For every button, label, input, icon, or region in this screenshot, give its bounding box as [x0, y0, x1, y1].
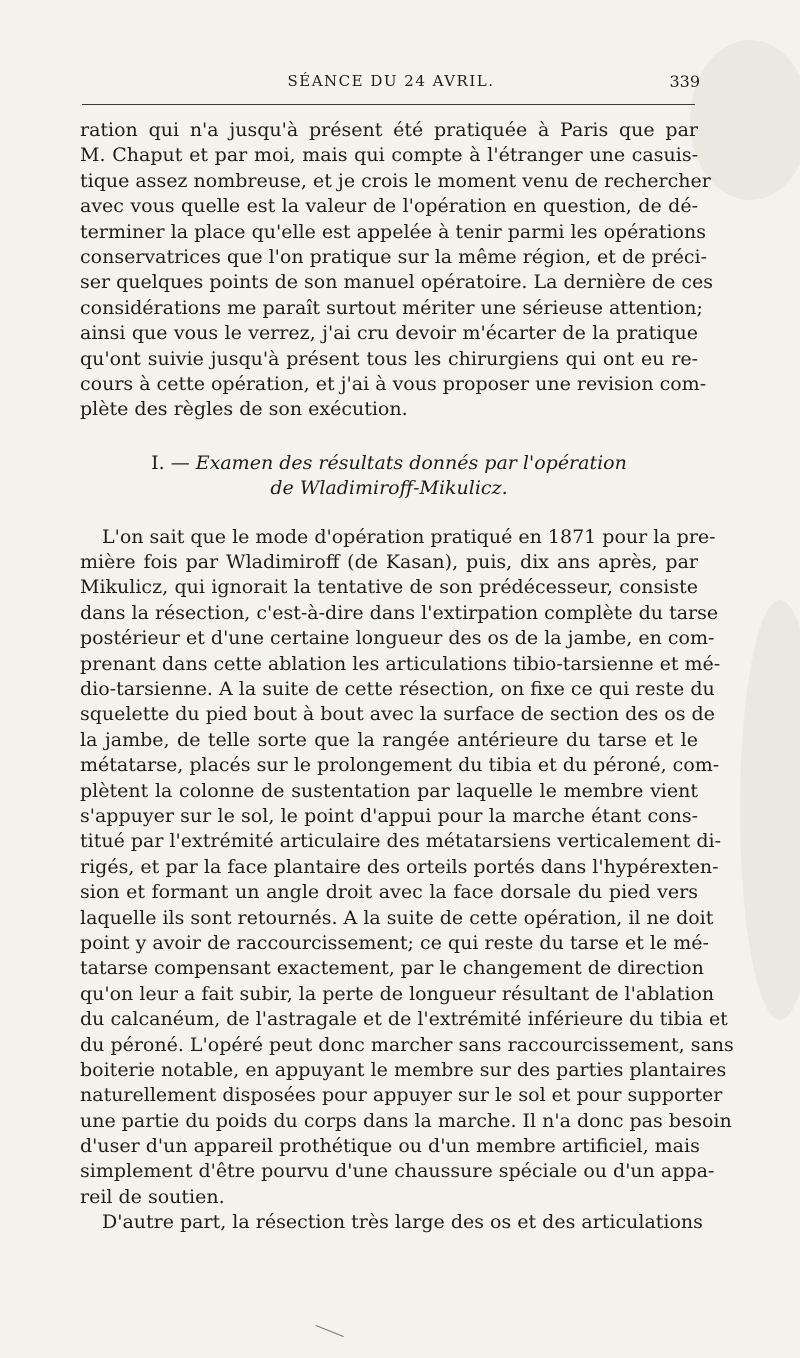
text-line: la jambe, de telle sorte que la rangée antérieure du tarse et le	[80, 728, 698, 751]
running-head-title: SÉANCE DU 24 AVRIL.	[287, 72, 495, 90]
section-title-line-2: de Wladimiroff-Mikulicz.	[270, 476, 508, 499]
header-rule	[82, 104, 695, 105]
text-line: prenant dans cette ablation les articulations tibio-tarsienne et mé-	[80, 652, 721, 675]
section-title-line-1: Examen des résultats donnés par l'opération	[195, 451, 627, 474]
text-line: terminer la place qu'elle est appelée à tenir parmi les opérations	[80, 220, 706, 243]
intro-paragraph	[80, 118, 713, 423]
text-line: D'autre part, la résection très large des os et des articulations	[102, 1211, 703, 1234]
text-line: dio-tarsienne. A la suite de cette résection, on fixe ce qui reste du	[80, 678, 715, 701]
text-line: simplement d'être pourvu d'une chaussure spéciale ou d'un appa-	[80, 1160, 715, 1183]
text-line: conservatrices que l'on pratique sur la même région, et de préci-	[80, 245, 708, 268]
text-line: mière fois par Wladimiroff (de Kasan), puis, dix ans après, par	[80, 551, 698, 574]
text-line: du péroné. L'opéré peut donc marcher sans raccourcissement, sans	[80, 1033, 734, 1056]
text-line: une partie du poids du corps dans la marche. Il n'a donc pas besoin	[80, 1109, 732, 1132]
text-line: M. Chaput et par moi, mais qui compte à l'étranger une casuis-	[80, 144, 698, 167]
text-line: métatarse, placés sur le prolongement du tibia et du péroné, com-	[80, 754, 720, 777]
text-line: cours à cette opération, et j'ai à vous proposer une revision com-	[80, 372, 707, 395]
text-line: L'on sait que le mode d'opération pratiqué en 1871 pour la pre-	[102, 525, 716, 548]
text-line: qu'on leur a fait subir, la perte de longueur résultant de l'ablation	[80, 982, 715, 1005]
page-number: 339	[669, 72, 700, 91]
text-line: titué par l'extrémité articulaire des métatarsiens verticalement di-	[80, 830, 722, 853]
text-line: reil de soutien.	[80, 1185, 225, 1208]
text-line: ainsi que vous le verrez, j'ai cru devoir m'écarter de la pratique	[80, 322, 698, 345]
section-heading	[80, 451, 698, 501]
text-line: s'appuyer sur le sol, le point d'appui pour la marche étant cons-	[80, 804, 698, 827]
text-line: rigés, et par la face plantaire des orteils portés dans l'hypérexten-	[80, 855, 719, 878]
text-line: plète des règles de son exécution.	[80, 398, 408, 421]
text-line: laquelle ils sont retournés. A la suite de cette opération, il ne doit	[80, 906, 714, 929]
text-line: d'user d'un appareil prothétique ou d'un membre artificiel, mais	[80, 1135, 700, 1158]
section-number: I. —	[151, 451, 190, 474]
text-line: dans la résection, c'est-à-dire dans l'extirpation complète du tarse	[80, 601, 719, 624]
running-head	[82, 72, 700, 96]
text-line: considérations me paraît surtout mériter une sérieuse attention;	[80, 296, 703, 319]
text-line: postérieur et d'une certaine longueur des os de la jambe, en com-	[80, 627, 715, 650]
text-line: squelette du pied bout à bout avec la surface de section des os de	[80, 703, 715, 726]
text-line: du calcanéum, de l'astragale et de l'extrémité inférieure du tibia et	[80, 1008, 728, 1031]
text-line: Mikulicz, qui ignorait la tentative de son prédécesseur, consiste	[80, 576, 698, 599]
text-line: boiterie notable, en appuyant le membre sur des parties plantaires	[80, 1058, 727, 1081]
text-line: point y avoir de raccourcissement; ce qui reste du tarse et le mé-	[80, 931, 709, 954]
text-line: avec vous quelle est la valeur de l'opération en question, de dé-	[80, 195, 698, 218]
text-block	[80, 118, 734, 1236]
text-line: sion et formant un angle droit avec la face dorsale du pied vers	[80, 881, 698, 904]
body-paragraph	[80, 525, 734, 1236]
paper-stain	[740, 600, 800, 1020]
text-line: ser quelques points de son manuel opératoire. La dernière de ces	[80, 271, 713, 294]
text-line: tique assez nombreuse, et je crois le moment venu de rechercher	[80, 169, 711, 192]
text-line: naturellement disposées pour appuyer sur le sol et pour supporter	[80, 1084, 723, 1107]
text-line: ration qui n'a jusqu'à présent été pratiquée à Paris que par	[80, 119, 698, 141]
text-line: tatarse compensant exactement, par le changement de direction	[80, 957, 704, 980]
text-line: plètent la colonne de sustentation par laquelle le membre vient	[80, 779, 698, 802]
text-line: qu'ont suivie jusqu'à présent tous les chirurgiens qui ont eu re-	[80, 347, 698, 370]
ink-mark	[310, 1325, 343, 1350]
